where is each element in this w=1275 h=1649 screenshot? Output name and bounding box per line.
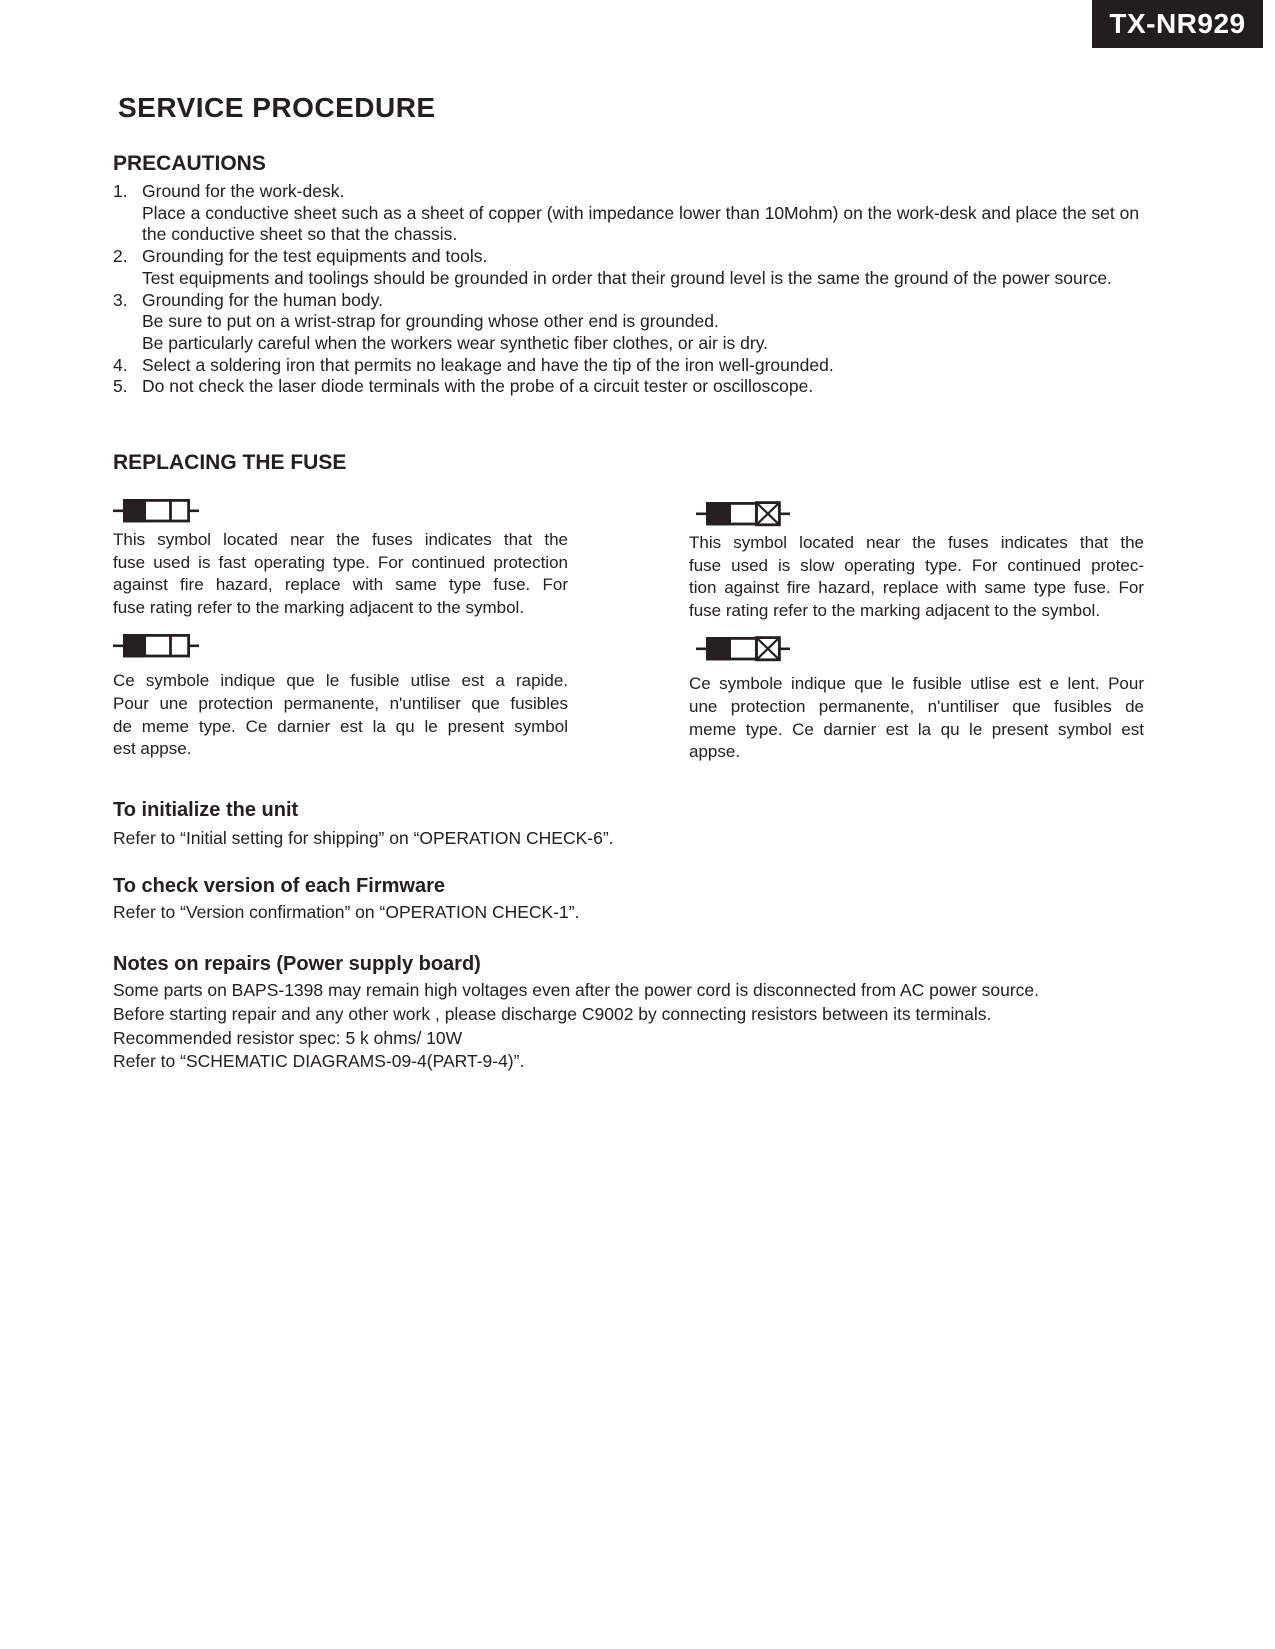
list-item <box>113 290 1253 312</box>
paragraph-line: tion against fire hazard, replace with same type fuse. For <box>689 578 1144 598</box>
fast-fuse-text-en <box>113 529 568 619</box>
list-text: Be sure to put on a wrist-strap for grounding whose other end is grounded. <box>142 311 719 332</box>
list-item <box>113 333 1253 355</box>
list-item <box>113 224 1253 246</box>
list-text: Do not check the laser diode terminals with the probe of a circuit tester or oscilloscope. <box>142 376 814 397</box>
paragraph-line: est appse. <box>113 739 192 759</box>
slow-fuse-text-fr <box>689 673 1144 763</box>
paragraph-line: Pour une protection permanente, n'untiliser que fusibles <box>113 693 568 713</box>
fuse-column-left <box>113 497 568 761</box>
list-text: Grounding for the test equipments and tools. <box>142 246 488 267</box>
paragraph-line: against fire hazard, replace with same type fuse. For <box>113 575 568 595</box>
paragraph-line: Refer to “SCHEMATIC DIAGRAMS-09-4(PART-9-4)”. <box>113 1051 525 1072</box>
notes-repairs-body <box>113 979 1213 1074</box>
list-item <box>113 268 1253 290</box>
firmware-version-body: Refer to “Version confirmation” on “OPERATION CHECK-1”. <box>113 902 580 922</box>
list-text: Be particularly careful when the workers wear synthetic fiber clothes, or air is dry. <box>142 332 769 353</box>
list-number: 4. <box>113 354 128 375</box>
slow-fuse-icon <box>696 635 790 662</box>
firmware-version-heading: To check version of each Firmware <box>113 875 445 897</box>
list-number: 2. <box>113 246 128 267</box>
list-number: 3. <box>113 289 128 310</box>
slow-fuse-text-en <box>689 532 1144 622</box>
paragraph-line: This symbol located near the fuses indicates that the <box>113 530 568 549</box>
list-item <box>113 203 1253 225</box>
list-item <box>113 246 1253 268</box>
list-text: Select a soldering iron that permits no leakage and have the tip of the iron well-grounded. <box>142 354 834 375</box>
paragraph-line: fuse rating refer to the marking adjacent to the symbol. <box>113 597 525 617</box>
paragraph-line: meme type. Ce darnier est la qu le present symbol est <box>689 719 1144 739</box>
replacing-fuse-heading: REPLACING THE FUSE <box>113 451 347 474</box>
init-unit-heading: To initialize the unit <box>113 799 299 821</box>
list-text: Test equipments and toolings should be grounded in order that their ground level is the same the ground of the power source. <box>142 267 1112 288</box>
model-badge: TX-NR929 <box>1092 0 1263 48</box>
paragraph-line: une protection permanente, n'untiliser que fusibles de <box>689 696 1144 716</box>
list-text: Grounding for the human body. <box>142 289 383 310</box>
list-text: Place a conductive sheet such as a sheet of copper (with impedance lower than 10Mohm) on the work-desk and place the set on <box>142 202 1140 223</box>
fast-fuse-icon <box>113 632 199 659</box>
precautions-heading: PRECAUTIONS <box>113 152 266 175</box>
list-text: the conductive sheet so that the chassis. <box>142 224 458 245</box>
paragraph-line: fuse used is slow operating type. For continued protec- <box>689 555 1144 575</box>
paragraph-line: This symbol located near the fuses indicates that the <box>689 533 1144 552</box>
paragraph-line: Ce symbole indique que le fusible utlise est a rapide. <box>113 671 568 691</box>
list-item <box>113 355 1253 377</box>
paragraph-line: appse. <box>689 742 741 762</box>
precautions-list <box>113 181 1253 398</box>
paragraph-line: Some parts on BAPS-1398 may remain high voltages even after the power cord is disconnected from AC power source. <box>113 980 1040 1000</box>
list-item <box>113 311 1253 333</box>
list-item <box>113 376 1253 398</box>
notes-repairs-heading: Notes on repairs (Power supply board) <box>113 953 481 975</box>
list-number: 1. <box>113 181 128 201</box>
fuse-column-right <box>689 500 1144 764</box>
page-title: SERVICE PROCEDURE <box>118 92 436 123</box>
paragraph-line: Ce symbole indique que le fusible utlise est e lent. Pour <box>689 674 1144 694</box>
fast-fuse-text-fr <box>113 670 568 760</box>
fast-fuse-icon <box>113 497 199 524</box>
slow-fuse-icon <box>696 500 790 527</box>
init-unit-body: Refer to “Initial setting for shipping” on “OPERATION CHECK-6”. <box>113 828 614 848</box>
list-text: Ground for the work-desk. <box>142 181 345 201</box>
paragraph-line: de meme type. Ce darnier est la qu le present symbol <box>113 716 568 736</box>
paragraph-line: Recommended resistor spec: 5 k ohms/ 10W <box>113 1027 463 1048</box>
paragraph-line: Before starting repair and any other work , please discharge C9002 by connecting resistors between its terminals. <box>113 1003 992 1024</box>
list-number: 5. <box>113 376 128 397</box>
list-item <box>113 181 1253 203</box>
paragraph-line: fuse used is fast operating type. For continued protection <box>113 552 568 572</box>
paragraph-line: fuse rating refer to the marking adjacent to the symbol. <box>689 600 1101 620</box>
